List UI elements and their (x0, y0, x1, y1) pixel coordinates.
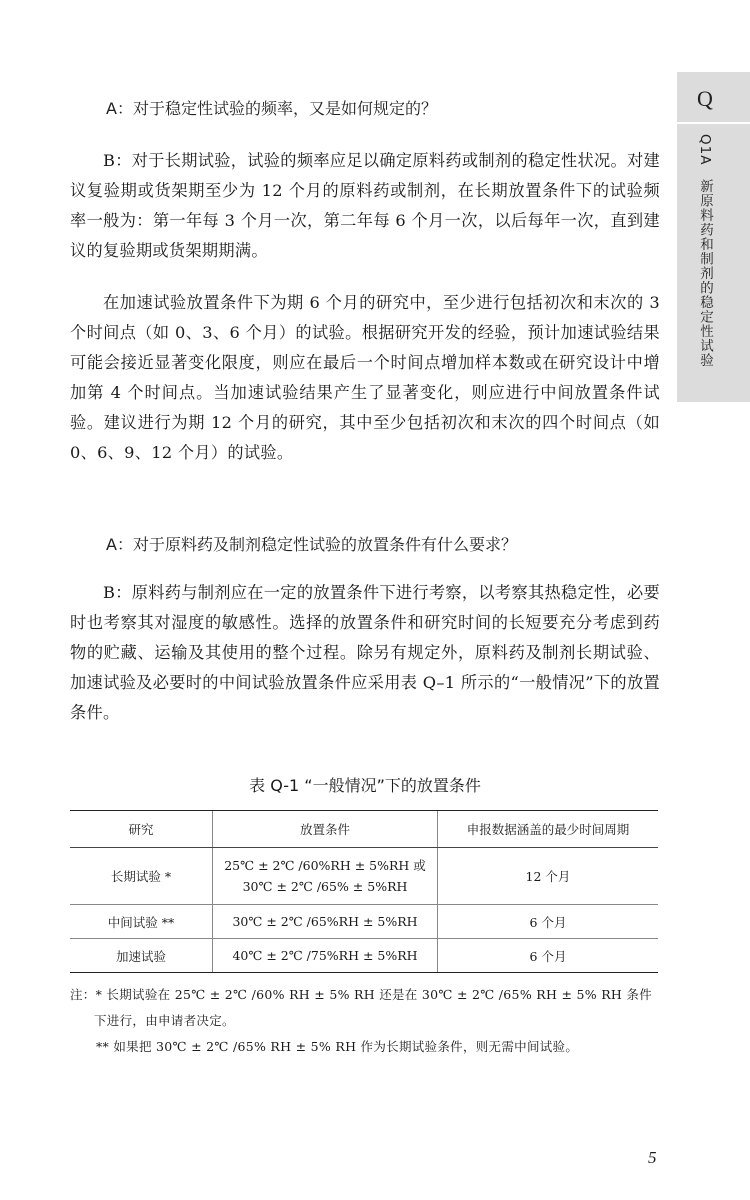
table-header-cell: 放置条件 (213, 811, 438, 848)
table-note: ** 如果把 30℃ ± 2℃ /65% RH ± 5% RH 作为长期试验条件，则无需中间试验。 (96, 1039, 579, 1054)
table-row (70, 848, 658, 905)
period-cell: 12 个月 (438, 848, 659, 905)
answer-paragraph: B：原料药与制剂应在一定的放置条件下进行考察，以考察其热稳定性，必要时也考察其对湿度的敏感性。选择的放置条件和研究时间的长短要充分考虑到药物的贮藏、运输及其使用的整个过程。除另有规定外，原料药及制剂长期试验、加速试验及必要时的中间试验放置条件应采用表 Q–1 所示的“一般情况”下的放置条件。 (70, 583, 660, 722)
study-cell: 中间试验 ** (70, 905, 213, 939)
table-header-cell: 研究 (70, 811, 213, 848)
chapter-title: 新原料药和制剂的稳定性试验 (697, 179, 713, 368)
chapter-code: Q1A (697, 134, 713, 166)
condition-line: 30℃ ± 2℃ /65% ± 5%RH (242, 879, 408, 894)
study-cell: 长期试验 * (70, 848, 213, 905)
condition-cell: 30℃ ± 2℃ /65%RH ± 5%RH (213, 905, 438, 939)
table-row (70, 905, 658, 939)
condition-cell (213, 848, 438, 905)
table-note: 注：* 长期试验在 25℃ ± 2℃ /60% RH ± 5% RH 还是在 30℃ ± 2℃ /65% RH ± 5% RH 条件下进行，由申请者决定。 (70, 987, 652, 1028)
storage-conditions-table (70, 810, 658, 973)
condition-cell: 40℃ ± 2℃ /75%RH ± 5%RH (213, 939, 438, 973)
tab-divider (677, 122, 750, 124)
table-row (70, 939, 658, 973)
period-cell: 6 个月 (438, 939, 659, 973)
page-number: 5 (648, 1148, 657, 1167)
question-heading: A：对于稳定性试验的频率，又是如何规定的？ (106, 99, 437, 118)
question-heading: A：对于原料药及制剂稳定性试验的放置条件有什么要求？ (106, 535, 517, 554)
chapter-side-tab (677, 72, 750, 402)
body-paragraph: 在加速试验放置条件下为期 6 个月的研究中，至少进行包括初次和末次的 3 个时间点（如 0、3、6 个月）的试验。根据研究开发的经验，预计加速试验结果可能会接近显著变化限度，则应在最后一个时间点增加样本数或在研究设计中增加第 4 个时间点。当加速试验结果产生了显著变化，则应进行中间放置条件试验。建议进行为期 12 个月的研究，其中至少包括初次和末次的四个时间点（如 0、6、9、12 个月）的试验。 (70, 293, 660, 462)
study-cell: 加速试验 (70, 939, 213, 973)
condition-line: 25℃ ± 2℃ /60%RH ± 5%RH 或 (224, 858, 426, 873)
period-cell: 6 个月 (438, 905, 659, 939)
chapter-vertical-title (677, 134, 733, 396)
table-header-row (70, 811, 658, 848)
table-header-cell: 申报数据涵盖的最少时间周期 (438, 811, 659, 848)
table-notes (70, 982, 660, 1060)
answer-paragraph: B：对于长期试验，试验的频率应足以确定原料药或制剂的稳定性状况。对建议复验期或货架期至少为 12 个月的原料药或制剂，在长期放置条件下的试验频率一般为：第一年每 3 个月一次，第二年每 6 个月一次，以后每年一次，直到建议的复验期或货架期期满。 (70, 151, 660, 260)
chapter-letter: Q (697, 86, 713, 111)
table-caption: 表 Q-1 “一般情况”下的放置条件 (249, 776, 481, 795)
